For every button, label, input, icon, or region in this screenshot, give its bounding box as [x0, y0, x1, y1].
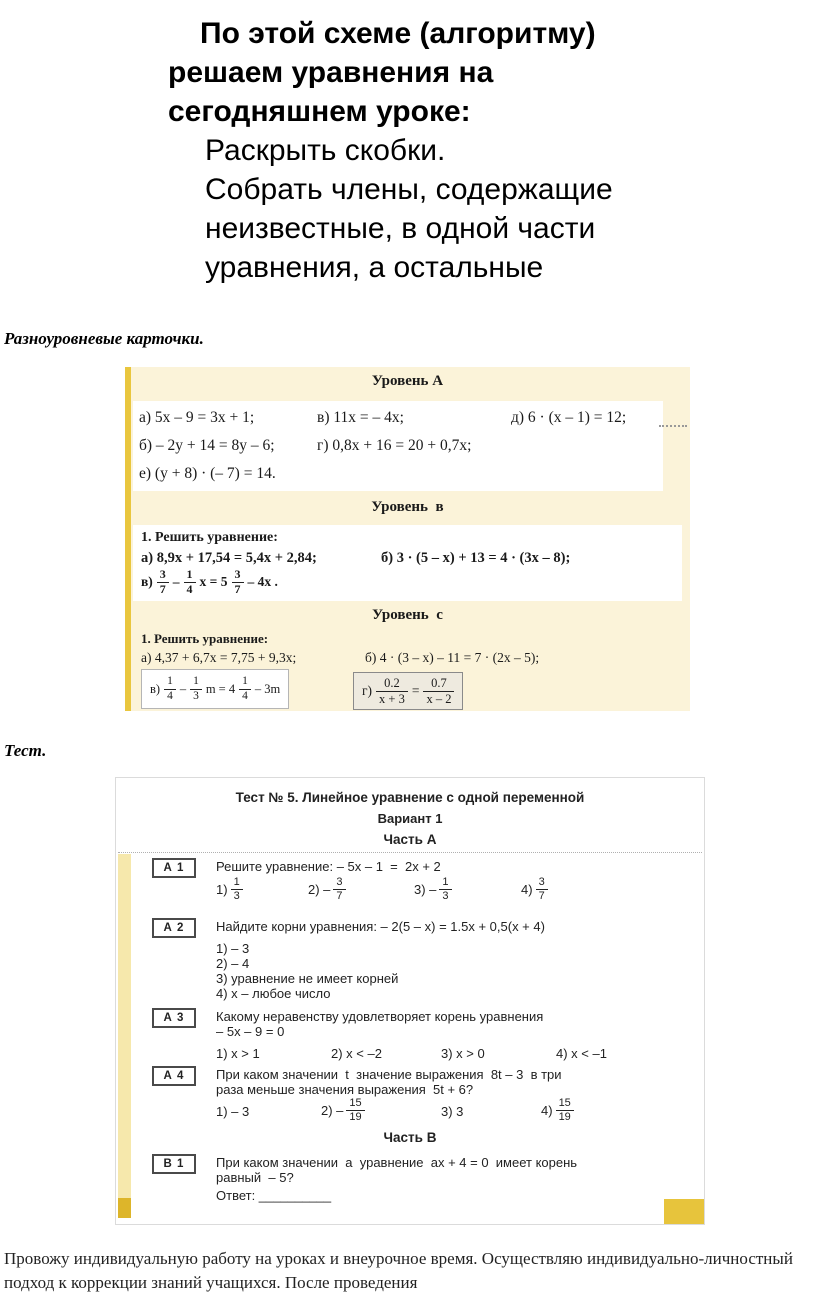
- question-a4-text-line1: При каком значении t значение выражения 8t – 3 в три: [216, 1067, 562, 1082]
- fraction: [346, 1097, 364, 1123]
- yellow-stripe-foot: [118, 1198, 131, 1218]
- numerator: 1: [239, 675, 251, 689]
- question-a3-text-line2: – 5x – 9 = 0: [216, 1024, 285, 1039]
- heading-line-2: решаем уравнения на: [168, 56, 494, 89]
- level-a-box: [133, 401, 663, 491]
- a1-option-1: [216, 876, 243, 902]
- fraction: [164, 675, 176, 702]
- denominator: 19: [558, 1110, 571, 1123]
- denominator: 3: [193, 689, 199, 702]
- numerator: 1: [184, 568, 196, 583]
- eq-part: – 4x .: [247, 574, 278, 590]
- numerator: 15: [346, 1097, 364, 1111]
- a4-option-2: [321, 1097, 365, 1123]
- cards-worksheet-image: [125, 367, 690, 711]
- eq-part: в): [150, 681, 161, 696]
- equation-b-b: б) 3 · (5 – x) + 13 = 4 · (3x – 8);: [381, 550, 571, 566]
- numerator: 3: [232, 568, 244, 583]
- option-prefix: 3) –: [414, 881, 437, 897]
- question-a4-label: А 4: [152, 1066, 196, 1086]
- yellow-corner-block: [664, 1199, 704, 1224]
- numerator: 15: [556, 1097, 574, 1111]
- question-a4-text-line2: раза меньше значения выражения 5t + 6?: [216, 1082, 474, 1097]
- fraction: [231, 876, 243, 902]
- a4-option-3: 3) 3: [441, 1104, 464, 1119]
- test-title: Тест № 5. Линейное уравнение с одной переменной: [235, 790, 585, 805]
- a2-option-2: 2) – 4: [216, 956, 250, 971]
- eq-part: г): [362, 683, 373, 698]
- a3-option-4: 4) x < –1: [556, 1046, 607, 1061]
- equation-a-v: в) 11x = – 4x;: [317, 409, 404, 426]
- yellow-side-stripe: [118, 854, 131, 1218]
- b1-answer-line: Ответ: __________: [216, 1188, 332, 1203]
- denominator: 7: [234, 581, 241, 596]
- a3-option-2: 2) x < –2: [331, 1046, 382, 1061]
- numerator: 0.2: [376, 676, 408, 691]
- a1-option-3: [414, 876, 452, 902]
- equation-c-a: а) 4,37 + 6,7x = 7,75 + 9,3x;: [141, 650, 297, 665]
- denominator: 3: [233, 889, 240, 902]
- test-sheet-image: [115, 777, 705, 1225]
- level-a-title: Уровень А: [371, 373, 444, 389]
- question-a3-text-line1: Какому неравенству удовлетворяет корень уравнения: [216, 1009, 544, 1024]
- denominator: 4: [167, 689, 173, 702]
- question-a1-label: А 1: [152, 858, 196, 878]
- equation-a-d: д) 6 · (x – 1) = 12;: [511, 409, 627, 426]
- question-b1-text-line1: При каком значении a уравнение ax + 4 = 0 имеет корень: [216, 1155, 578, 1170]
- level-b-box: [133, 525, 682, 601]
- numerator: 1: [164, 675, 176, 689]
- question-a3-label: А 3: [152, 1008, 196, 1028]
- equation-a-e: е) (y + 8) · (– 7) = 14.: [139, 465, 276, 482]
- eq-part: –: [179, 681, 187, 696]
- numerator: 3: [333, 876, 345, 890]
- eq-part: x = 5: [199, 574, 228, 590]
- denominator: 7: [538, 889, 545, 902]
- eq-part: –: [172, 574, 180, 590]
- equation-c-v-box: [141, 669, 289, 709]
- level-b-title: Уровень в: [371, 499, 444, 515]
- test-variant: Вариант 1: [377, 811, 443, 826]
- heading-line-1: По этой схеме (алгоритму): [200, 17, 596, 50]
- numerator: 1: [231, 876, 243, 890]
- question-a2-label: А 2: [152, 918, 196, 938]
- heading-line-4: Раскрыть скобки.: [205, 134, 446, 167]
- a2-option-3: 3) уравнение не имеет корней: [216, 971, 399, 986]
- heading-line-5: Собрать члены, содержащие: [205, 173, 613, 206]
- denominator: 4: [242, 689, 248, 702]
- option-prefix: 4): [521, 881, 533, 897]
- numerator: 3: [536, 876, 548, 890]
- fraction: [333, 876, 345, 902]
- fraction: [423, 676, 454, 706]
- fraction: [556, 1097, 574, 1123]
- test-part-a-heading: Часть А: [383, 832, 437, 847]
- question-b1-label: В 1: [152, 1154, 196, 1174]
- cards-section-label: Разноуровневые карточки.: [4, 329, 204, 348]
- a3-option-3: 3) x > 0: [441, 1046, 485, 1061]
- equation-a-b: б) – 2y + 14 = 8y – 6;: [139, 437, 275, 454]
- numerator: 3: [157, 568, 169, 583]
- numerator: 0.7: [423, 676, 454, 691]
- a1-option-2: [308, 876, 346, 902]
- fraction: [184, 568, 196, 597]
- equation-a-g: г) 0,8x + 16 = 20 + 0,7x;: [317, 437, 472, 454]
- a1-option-4: [521, 876, 548, 902]
- denominator: 3: [442, 889, 449, 902]
- eq-part: m = 4: [205, 681, 236, 696]
- test-section-label: Тест.: [4, 741, 47, 760]
- fraction: [536, 876, 548, 902]
- level-b-task: 1. Решить уравнение:: [141, 530, 278, 545]
- denominator: 4: [186, 581, 193, 596]
- question-a1-text: Решите уравнение: – 5x – 1 = 2x + 2: [216, 859, 441, 874]
- heading-line-6: неизвестные, в одной части: [205, 212, 596, 245]
- equation-c-g-box: [353, 672, 463, 710]
- equation-b-a: а) 8,9x + 17,54 = 5,4x + 2,84;: [141, 550, 317, 566]
- option-prefix: 2) –: [321, 1102, 344, 1118]
- test-part-b-heading: Часть В: [383, 1130, 437, 1145]
- option-prefix: 1): [216, 881, 228, 897]
- denominator: 7: [159, 581, 166, 596]
- eq-part: =: [411, 683, 420, 698]
- a2-option-1: 1) – 3: [216, 941, 250, 956]
- dotted-leader: [659, 425, 687, 427]
- denominator: 7: [336, 889, 343, 902]
- fraction: [157, 568, 169, 597]
- dotted-separator: [118, 852, 702, 853]
- eq-part: – 3m: [254, 681, 281, 696]
- yellow-accent-stripe: [125, 367, 131, 711]
- fraction: [190, 675, 202, 702]
- lesson-heading-block: [168, 14, 816, 287]
- option-prefix: 2) –: [308, 881, 331, 897]
- footer-paragraph: Провожу индивидуальную работу на уроках и внеурочное время. Осуществляю индивидуально-личностный подход к коррекции знаний учащихся. После проведения: [4, 1249, 793, 1292]
- question-b1-text-line2: равный – 5?: [216, 1170, 294, 1185]
- denominator: x + 3: [379, 691, 405, 706]
- denominator: 19: [349, 1110, 362, 1123]
- a4-option-4: [541, 1097, 574, 1123]
- heading-line-3: сегодняшнем уроке:: [168, 95, 471, 128]
- eq-part: в): [141, 574, 153, 590]
- option-prefix: 4): [541, 1102, 553, 1118]
- heading-line-7: уравнения, а остальные: [205, 251, 544, 284]
- numerator: 1: [190, 675, 202, 689]
- fraction: [439, 876, 451, 902]
- numerator: 1: [439, 876, 451, 890]
- fraction: [376, 676, 408, 706]
- question-a2-text: Найдите корни уравнения: – 2(5 – x) = 1.5x + 0,5(x + 4): [216, 919, 545, 934]
- a2-option-4: 4) x – любое число: [216, 986, 331, 1001]
- equation-b-v: [141, 568, 278, 597]
- denominator: x – 2: [426, 691, 452, 706]
- a3-option-1: 1) x > 1: [216, 1046, 260, 1061]
- fraction: [232, 568, 244, 597]
- level-c-task: 1. Решить уравнение:: [141, 631, 269, 646]
- a4-option-1: 1) – 3: [216, 1104, 250, 1119]
- fraction: [239, 675, 251, 702]
- level-c-title: Уровень с: [372, 607, 443, 623]
- equation-a-a: а) 5x – 9 = 3x + 1;: [139, 409, 255, 426]
- equation-c-b: б) 4 · (3 – x) – 11 = 7 · (2x – 5);: [365, 650, 540, 665]
